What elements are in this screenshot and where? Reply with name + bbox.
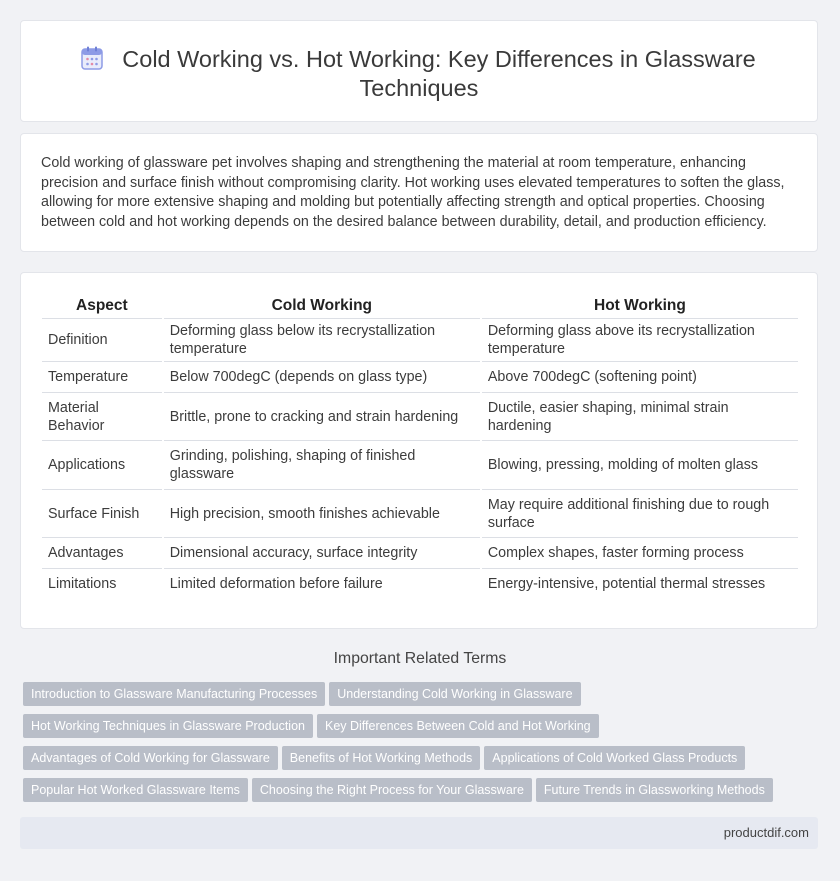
header-aspect: Aspect bbox=[76, 297, 128, 314]
related-term-link[interactable]: Benefits of Hot Working Methods bbox=[282, 746, 481, 770]
cell-hot-working: Above 700degC (softening point) bbox=[481, 362, 798, 393]
related-terms-row bbox=[23, 778, 823, 802]
table-row bbox=[42, 393, 798, 441]
page-title bbox=[21, 45, 817, 103]
table-row bbox=[42, 569, 798, 600]
cell-aspect: Limitations bbox=[48, 576, 117, 593]
related-term-link[interactable]: Understanding Cold Working in Glassware bbox=[329, 682, 580, 706]
cell-cold-working: Brittle, prone to cracking and strain hardening bbox=[163, 393, 481, 441]
related-terms-row bbox=[23, 714, 823, 738]
header-card bbox=[20, 20, 818, 122]
cell-hot-working: Blowing, pressing, molding of molten glass bbox=[481, 441, 798, 490]
table-row bbox=[42, 362, 798, 393]
related-term-link[interactable]: Key Differences Between Cold and Hot Working bbox=[317, 714, 599, 738]
cell-cold-working: Dimensional accuracy, surface integrity bbox=[163, 538, 481, 569]
footer bbox=[20, 817, 818, 849]
page-title-line2: Techniques bbox=[359, 75, 479, 101]
related-term-link[interactable]: Choosing the Right Process for Your Glassware bbox=[252, 778, 532, 802]
related-term-link[interactable]: Hot Working Techniques in Glassware Production bbox=[23, 714, 313, 738]
cell-hot-working: Energy-intensive, potential thermal stresses bbox=[481, 569, 798, 600]
table-row bbox=[42, 490, 798, 538]
cell-hot-working: Complex shapes, faster forming process bbox=[481, 538, 798, 569]
cell-aspect: Material Behavior bbox=[48, 399, 105, 434]
table-row bbox=[42, 538, 798, 569]
cell-aspect: Temperature bbox=[48, 369, 129, 385]
table-header-row bbox=[42, 295, 798, 319]
related-term-link[interactable]: Advantages of Cold Working for Glassware bbox=[23, 746, 278, 770]
cell-cold-working: Limited deformation before failure bbox=[163, 569, 481, 600]
related-term-link[interactable]: Future Trends in Glassworking Methods bbox=[536, 778, 773, 802]
cell-hot-working: Deforming glass above its recrystallization temperature bbox=[481, 319, 798, 362]
cell-hot-working: Ductile, easier shaping, minimal strain hardening bbox=[481, 393, 798, 441]
related-term-link[interactable]: Applications of Cold Worked Glass Products bbox=[484, 746, 745, 770]
cell-cold-working: Grinding, polishing, shaping of finished glassware bbox=[163, 441, 481, 490]
related-terms-row bbox=[23, 746, 823, 770]
header-hot-working: Hot Working bbox=[481, 295, 798, 319]
footer-brand[interactable]: productdif.com bbox=[723, 825, 809, 840]
table-row bbox=[42, 319, 798, 362]
cell-aspect: Advantages bbox=[48, 545, 124, 561]
cell-aspect: Surface Finish bbox=[48, 505, 140, 522]
cell-aspect: Applications bbox=[48, 457, 126, 473]
cell-cold-working: High precision, smooth finishes achievable bbox=[163, 490, 481, 538]
related-term-link[interactable]: Popular Hot Worked Glassware Items bbox=[23, 778, 248, 802]
related-terms-title: Important Related Terms bbox=[333, 650, 507, 667]
cell-cold-working: Deforming glass below its recrystallization temperature bbox=[163, 319, 481, 362]
comparison-card bbox=[20, 272, 818, 629]
intro-card bbox=[20, 133, 818, 252]
cell-hot-working: May require additional finishing due to rough surface bbox=[481, 490, 798, 538]
table-row bbox=[42, 441, 798, 490]
related-terms-list bbox=[23, 682, 823, 810]
header-cold-working: Cold Working bbox=[163, 295, 481, 319]
page-title-line1: Cold Working vs. Hot Working: Key Differences in Glassware bbox=[122, 46, 756, 72]
related-term-link[interactable]: Introduction to Glassware Manufacturing Processes bbox=[23, 682, 325, 706]
table-body bbox=[42, 319, 798, 600]
related-terms-row bbox=[23, 682, 823, 706]
cell-aspect: Definition bbox=[48, 332, 108, 348]
cell-cold-working: Below 700degC (depends on glass type) bbox=[163, 362, 481, 393]
comparison-table bbox=[42, 295, 798, 600]
intro-paragraph: Cold working of glassware pet involves shaping and strengthening the material at room temperature, enhancing precision and surface finish without compromising clarity. Hot working uses elevated temperatures to soften the glass, allowing for more extensive shaping and molding but potentially affecting strength and optical properties. Choosing between cold and hot working depends on the desired balance between durability, detail, and production efficiency. bbox=[41, 155, 785, 230]
